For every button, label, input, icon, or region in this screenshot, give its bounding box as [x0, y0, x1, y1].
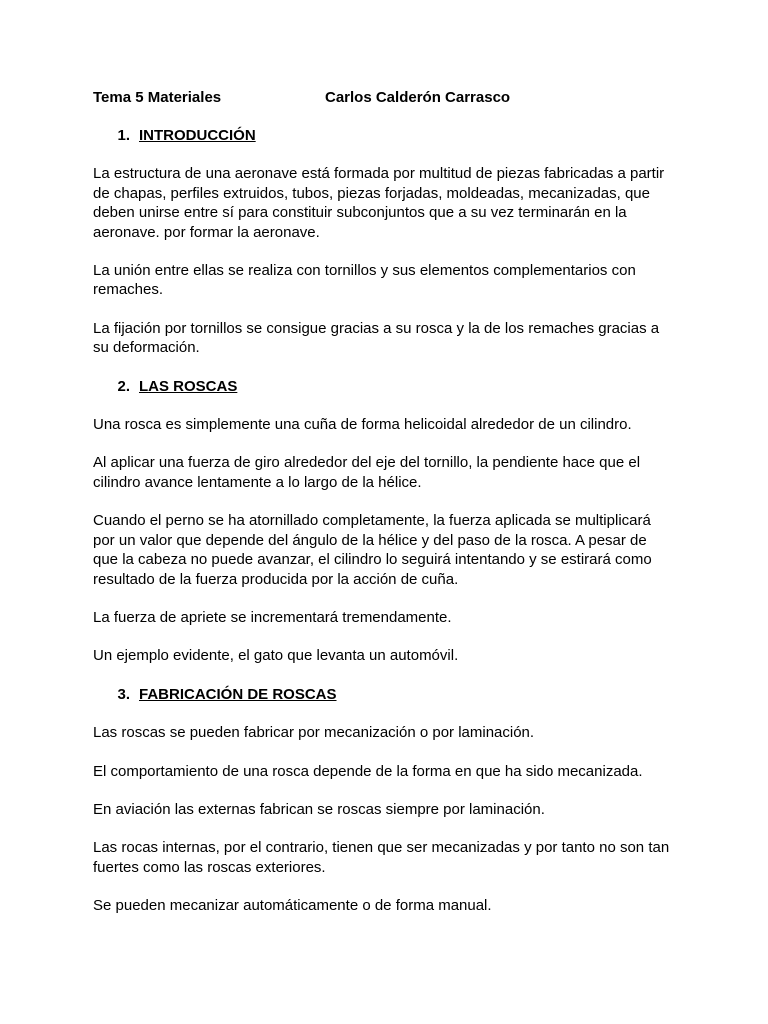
paragraph: La fuerza de apriete se incrementará tremendamente. — [93, 608, 452, 626]
section-title: INTRODUCCIÓN — [139, 127, 256, 144]
paragraph: La fijación por tornillos se consigue gracias a su rosca y la de los remaches gracias a su deformación. — [93, 319, 660, 357]
section-title: LAS ROSCAS — [139, 377, 238, 395]
section-number: 2. — [117, 377, 130, 395]
paragraph: Una rosca es simplemente una cuña de forma helicoidal alrededor de un cilindro. — [93, 416, 632, 434]
document-header — [93, 88, 675, 107]
paragraph: Un ejemplo evidente, el gato que levanta un automóvil. — [93, 647, 459, 665]
topic-title: Tema 5 Materiales — [93, 89, 222, 106]
paragraph: Al aplicar una fuerza de giro alrededor del eje del tornillo, la pendiente hace que el cilindro avance lentamente a lo largo de la hélice. — [93, 454, 641, 491]
paragraph: El comportamiento de una rosca depende de la forma en que ha sido mecanizada. — [93, 762, 643, 780]
section-heading — [93, 377, 675, 396]
paragraph: Cuando el perno se ha atornillado completamente, la fuerza aplicada se multiplicará por un valor que depende del ángulo de la hélice y del paso de la rosca. A pesar de que la cabeza no puede avanzar, el cilindro lo seguirá intentando y se estirará como resultado de la fuerza producida por la acción de cuña. — [93, 512, 652, 588]
paragraph: La unión entre ellas se realiza con tornillos y sus elementos complementarios con remaches. — [93, 262, 636, 299]
paragraph: En aviación las externas fabrican se roscas siempre por laminación. — [93, 800, 545, 818]
paragraph: Las rocas internas, por el contrario, tienen que ser mecanizadas y por tanto no son tan fuertes como las roscas exteriores. — [93, 839, 670, 876]
author-name: Carlos Calderón Carrasco — [325, 89, 511, 106]
section-heading — [93, 685, 675, 704]
section-heading — [93, 126, 675, 145]
paragraph: Se pueden mecanizar automáticamente o de forma manual. — [93, 897, 492, 915]
section-number: 1. — [117, 127, 130, 144]
document-page — [93, 88, 675, 916]
paragraph: La estructura de una aeronave está formada por multitud de piezas fabricadas a partir de chapas, perfiles extruidos, tubos, piezas forjadas, moldeadas, mecanizadas, que deben unirse entre sí para constituir subconjuntos que a su vez terminarán en la aeronave. por formar la aeronave. — [93, 165, 665, 241]
section-title: FABRICACIÓN DE ROSCAS — [139, 685, 337, 703]
paragraph: Las roscas se pueden fabricar por mecanización o por laminación. — [93, 724, 535, 742]
section-number: 3. — [117, 685, 130, 703]
